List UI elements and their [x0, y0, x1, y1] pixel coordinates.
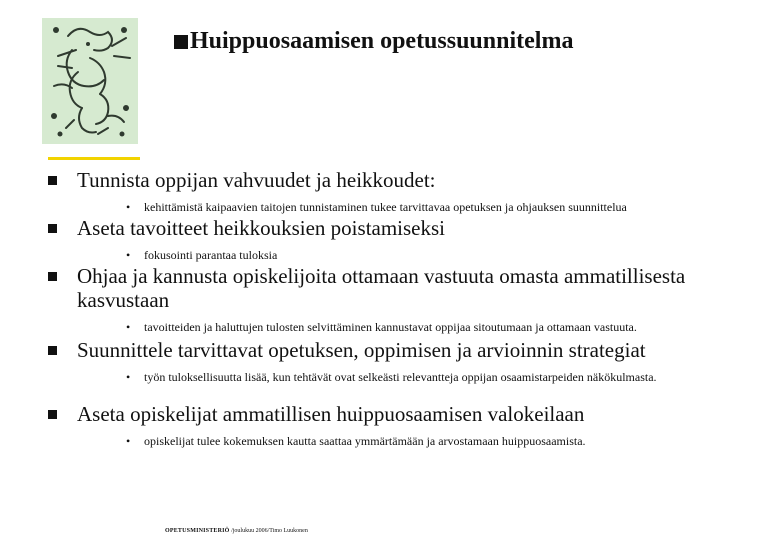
sub-bullet-dot: •: [126, 434, 131, 448]
black-square-icon: [48, 346, 57, 355]
black-square-icon: [48, 224, 57, 233]
bullet-text: Tunnista oppijan vahvuudet ja heikkoudet:: [77, 168, 436, 192]
black-square-icon: [174, 35, 188, 49]
coat-of-arms-logo: [38, 16, 142, 146]
sub-bullet-text: opiskelijat tulee kokemuksen kautta saattaa ymmärtämään ja arvostamaan huippuosaamista.: [144, 434, 586, 448]
sub-bullet-dot: •: [126, 320, 131, 334]
sub-bullet-dot: •: [126, 200, 131, 214]
bullet-text: Aseta opiskelijat ammatillisen huippuosaamisen valokeilaan: [77, 402, 585, 426]
bullet-text: Ohjaa ja kannusta opiskelijoita ottamaan vastuuta omasta ammatillisesta kasvustaan: [77, 264, 686, 312]
black-square-icon: [48, 410, 57, 419]
sub-bullet-text: tavoitteiden ja haluttujen tulosten selvittäminen kannustavat oppijaa sitoutumaan ja ottamaan vastuuta.: [144, 320, 637, 334]
sub-bullet-text: kehittämistä kaipaavien taitojen tunnistaminen tukee tarvittavaa opetuksen ja ohjauksen suunnittelua: [144, 200, 627, 214]
bullet-text: Suunnittele tarvittavat opetuksen, oppimisen ja arvioinnin strategiat: [77, 338, 646, 362]
footer-meta: /joulukuu 2006/Timo Luukonen: [231, 528, 308, 534]
footer-organization: OPETUSMINISTERIÖ: [165, 528, 230, 534]
sub-bullet-text: työn tuloksellisuutta lisää, kun tehtävät ovat selkeästi relevantteja oppijan osaamistarpeiden näkökulmasta.: [144, 370, 657, 384]
bullet-item: [48, 168, 768, 214]
bullet-item: [48, 216, 768, 262]
black-square-icon: [48, 272, 57, 281]
bullet-item: [48, 338, 768, 384]
sub-bullet-dot: •: [126, 370, 131, 384]
bullet-text: Aseta tavoitteet heikkouksien poistamiseksi: [77, 216, 446, 240]
bullet-item: [48, 402, 768, 448]
slide-title: [174, 28, 573, 55]
slide-footer: [165, 528, 308, 534]
black-square-icon: [48, 176, 57, 185]
sub-bullet-text: fokusointi parantaa tuloksia: [144, 248, 278, 262]
slide-title-text: Huippuosaamisen opetussuunnitelma: [190, 28, 574, 54]
sub-bullet-dot: •: [126, 248, 131, 262]
bullet-item: [48, 264, 768, 334]
logo-underline: [48, 157, 140, 160]
